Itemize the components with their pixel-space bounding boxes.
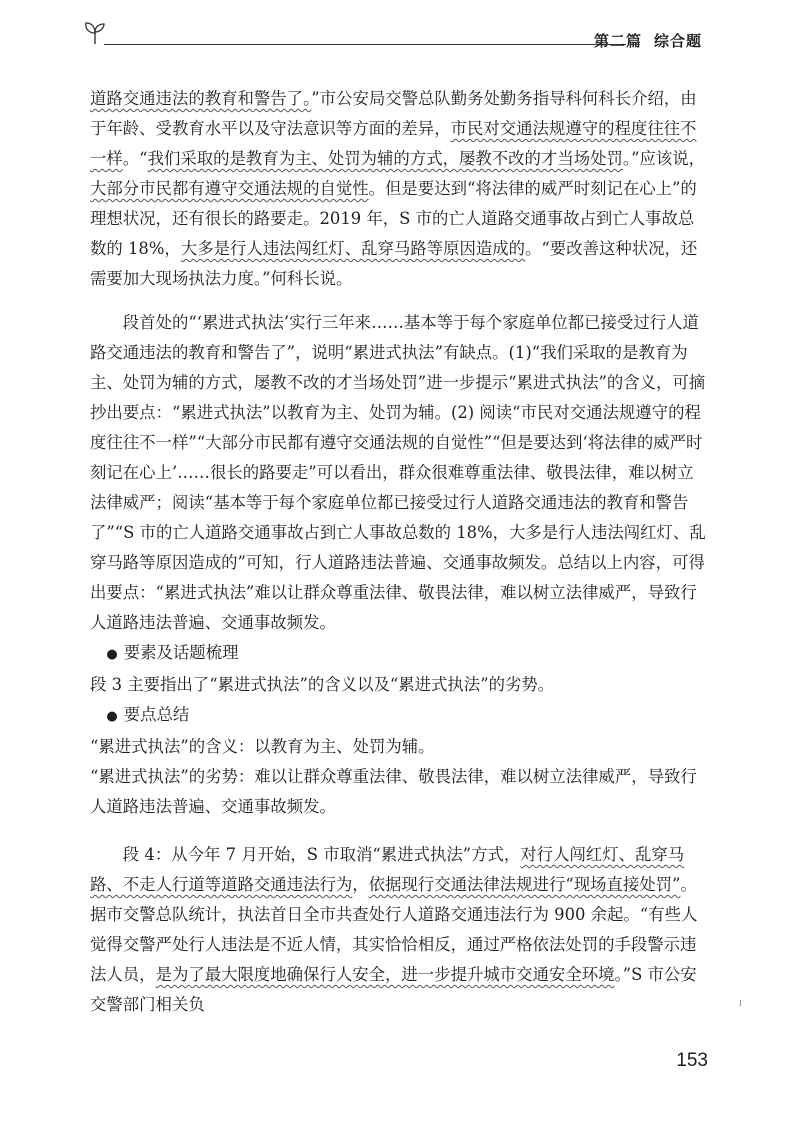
underlined-phrase: 市民对交通法规遵守的程度往往不一样	[90, 119, 697, 168]
section-title	[594, 30, 702, 51]
text-run: 但是要达到“将法律的威严时刻记在心上”的理想状况，还有很长的路要走	[90, 179, 697, 228]
text-run: 。“要改善这种状况，还需要加大现场执法力度。”何科长说。	[90, 239, 698, 288]
text-run: ，	[352, 875, 369, 894]
underlined-phrase: 道路交通违法的教育和警告了。	[90, 89, 312, 108]
running-header	[82, 18, 702, 58]
analysis-paragraph: 段首处的“‘累进式执法’实行三年来……基本等于每个家庭单位都已接受过行人道路交通违法的教育和警告了”，说明“累进式执法”有缺点。(1)“我们采取的是教育为主、处罚为辅的方式，屡教不改的才当场处罚”进一步提示“累进式执法”的含义，可摘抄出要点：“累进式执法”以教育为主、处罚为辅。(2) 阅读“市民对交通法规遵守的程度往往不一样”“大部分市民都有遵守交通法规的自觉性”“但是要达到‘将法律的威严时刻记在心上’……很长的路要走”可以看出，群众很难尊重法律、敬畏法律，难以树立法律威严；阅读“基本等于每个家庭单位都已接受过行人道路交通违法的教育和警告了”“S 市的亡人道路交通事故占到亡人事故总数的 18%，大多是行人违法闯红灯、乱穿马路等原因造成的”可知，行人道路违法普遍、交通事故频发。总结以上内容，可得出要点：“累进式执法”难以让群众尊重法律、敬畏法律，难以树立法律威严，导致行人道路违法普遍、交通事故频发。	[90, 313, 706, 632]
header-rule	[104, 44, 626, 45]
text-run: 。”S 市公安交警部门相关负	[90, 965, 697, 1014]
elements-text: 段 3 主要指出了“累进式执法”的含义以及“累进式执法”的劣势。	[90, 675, 555, 694]
text-run: 。据市交警总队统计，执法首日全市共查处行人道路交通违法行为 900 余起。“有些人觉得交警严处行人违法是不近人情，其实恰恰相反，通过严格依法处罚的手段警示违法人员，	[90, 875, 698, 984]
text-run: 。	[368, 179, 386, 198]
summary-line-drawback: “累进式执法”的劣势：难以让群众尊重法律、敬畏法律，难以树立法律威严，导致行人道路违法普遍、交通事故频发。	[90, 767, 697, 816]
bullet-heading-elements: ● 要素及话题梳理	[90, 638, 710, 670]
text-run: 。“	[122, 149, 148, 168]
main-text	[90, 84, 710, 1020]
underlined-phrase: 大多是行人违法闯红灯、乱穿马路等原因造成的	[180, 239, 526, 258]
text-run: 。2019 年，S 市的亡人道路交通事故占到亡人事故总数的 18%，	[90, 209, 695, 258]
bullet-heading-summary: ● 要点总结	[90, 700, 710, 732]
part-label: 第二篇	[593, 32, 642, 50]
topic-label: 综合题	[653, 32, 702, 50]
summary-line-meaning: “累进式执法”的含义：以教育为主、处罚为辅。	[90, 737, 435, 756]
paragraph-continued	[90, 84, 710, 294]
page-number: 153	[676, 1050, 708, 1071]
underlined-phrase: 对行人闯红灯、乱穿马路、不走人行道等道路交通违法行为	[90, 845, 685, 894]
text-run: 。”应该说，	[622, 149, 706, 168]
paragraph-4	[90, 840, 710, 1020]
underlined-phrase: 大部分市民都有遵守交通法规的自觉性	[90, 179, 369, 198]
underlined-phrase: 我们采取的是教育为主、处罚为辅的方式，屡教不改的才当场处罚	[147, 149, 623, 168]
text-run: ”市公安局交警总队勤务处勤务指导科何科长介绍，由于年龄、受教育水平以及守法意识等方面的差异，	[90, 89, 697, 138]
underlined-phrase: 依据现行交通法律法规进行“现场直接处罚”	[368, 875, 681, 894]
text-run: 段 4：从今年 7 月开始，S 市取消“累进式执法”方式，	[122, 845, 521, 864]
underlined-phrase: 是为了最大限度地确保行人安全，进一步提升城市交通安全环境	[155, 965, 615, 984]
sprout-icon	[82, 20, 108, 46]
margin-mark	[740, 1000, 741, 1006]
